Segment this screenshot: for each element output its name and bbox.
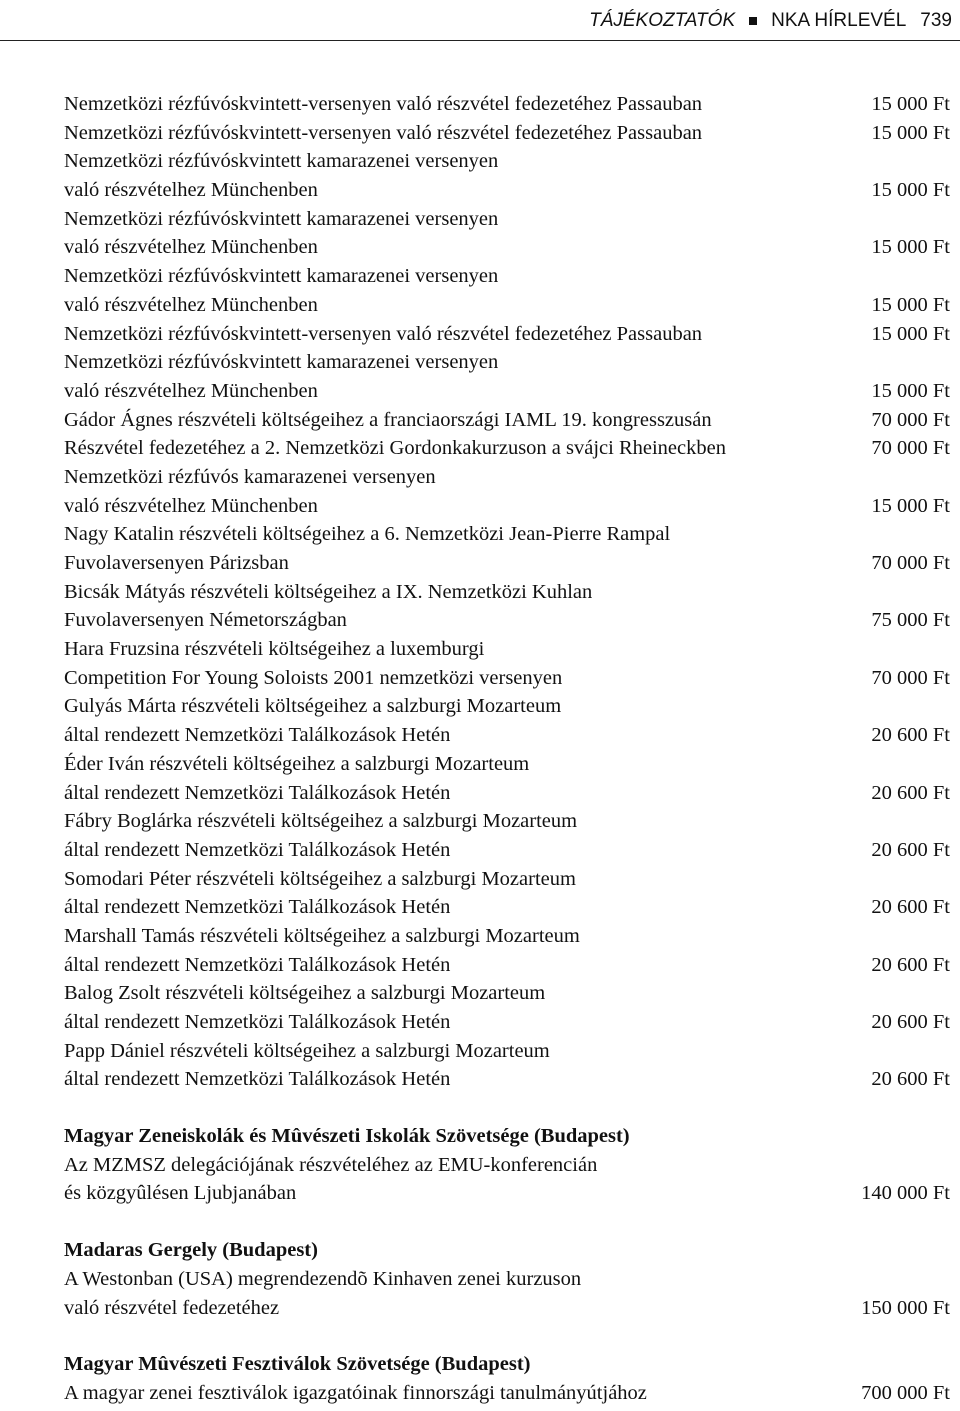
entry-line xyxy=(64,320,950,349)
grant-entry xyxy=(64,807,950,864)
entry-amount: 20 600 Ft xyxy=(871,953,950,976)
entry-line xyxy=(64,520,950,549)
grant-entry xyxy=(64,635,950,692)
entry-line xyxy=(64,1265,950,1294)
grant-entry xyxy=(64,1151,950,1208)
entry-amount: 20 600 Ft xyxy=(871,896,950,919)
entry-text: való részvételhez Münchenben xyxy=(64,494,318,517)
entry-text: való részvételhez Münchenben xyxy=(64,179,318,202)
entry-text: Balog Zsolt részvételi költségeihez a salzburgi Mozarteum xyxy=(64,982,546,1005)
entry-line xyxy=(64,721,950,750)
entry-amount: 15 000 Ft xyxy=(871,236,950,259)
entry-amount: 700 000 Ft xyxy=(861,1381,950,1404)
entry-line xyxy=(64,893,950,922)
grant-entry xyxy=(64,692,950,749)
entry-line xyxy=(64,291,950,320)
entry-text: Éder Iván részvételi költségeihez a salzburgi Mozarteum xyxy=(64,752,530,775)
entry-text: Fábry Boglárka részvételi költségeihez a salzburgi Mozarteum xyxy=(64,810,578,833)
entry-line xyxy=(64,233,950,262)
entry-line xyxy=(64,1294,950,1323)
grant-entry xyxy=(64,406,950,435)
entry-line xyxy=(64,606,950,635)
entry-text: való részvételhez Münchenben xyxy=(64,236,318,259)
entry-amount: 70 000 Ft xyxy=(871,437,950,460)
grant-entry xyxy=(64,90,950,119)
grant-entry xyxy=(64,262,950,319)
entry-amount: 75 000 Ft xyxy=(871,609,950,632)
entry-text: Bicsák Mátyás részvételi költségeihez a IX. Nemzetközi Kuhlan xyxy=(64,580,593,603)
section-gap xyxy=(64,1322,950,1350)
entry-amount: 70 000 Ft xyxy=(871,552,950,574)
entry-line xyxy=(64,1037,950,1066)
header-rule xyxy=(0,40,960,41)
entry-amount: 70 000 Ft xyxy=(871,666,950,689)
entry-line xyxy=(64,951,950,980)
organization-name: Magyar Zeneiskolák és Mûvészeti Iskolák Szövetsége (Budapest) xyxy=(64,1125,630,1148)
grant-entry xyxy=(64,520,950,577)
entry-text: A Westonban (USA) megrendezendõ Kinhaven zenei kurzuson xyxy=(64,1267,582,1290)
grant-entry xyxy=(64,1379,950,1408)
entry-line xyxy=(64,750,950,779)
entry-line xyxy=(64,578,950,607)
grant-entry xyxy=(64,119,950,148)
entry-text: Somodari Péter részvételi költségeihez a salzburgi Mozarteum xyxy=(64,867,576,890)
entry-line xyxy=(64,262,950,291)
entry-amount: 15 000 Ft xyxy=(871,179,950,202)
entry-amount: 70 000 Ft xyxy=(871,408,950,431)
grant-entry xyxy=(64,1037,950,1094)
entry-line xyxy=(64,779,950,808)
entry-amount: 20 600 Ft xyxy=(871,1011,950,1033)
entry-line xyxy=(64,147,950,176)
entry-text: Nemzetközi rézfúvóskvintett-versenyen való részvétel fedezetéhez Passauban xyxy=(64,322,703,345)
page-number: 739 xyxy=(920,10,952,31)
entry-text: által rendezett Nemzetközi Találkozások Hetén xyxy=(64,1068,451,1091)
organization-name: Magyar Mûvészeti Fesztiválok Szövetsége (Budapest) xyxy=(64,1353,531,1376)
entry-line xyxy=(64,176,950,205)
entry-amount: 15 000 Ft xyxy=(871,379,950,402)
entry-text: által rendezett Nemzetközi Találkozások Hetén xyxy=(64,781,451,804)
entry-line xyxy=(64,434,950,463)
entry-line xyxy=(64,865,950,894)
entry-amount: 140 000 Ft xyxy=(861,1182,950,1205)
entry-line xyxy=(64,406,950,435)
entry-line xyxy=(64,119,950,148)
entry-text: Az MZMSZ delegációjának részvételéhez az EMU-konferencián xyxy=(64,1153,598,1176)
section-title: TÁJÉKOZTATÓK xyxy=(589,10,736,31)
entry-text: Nemzetközi rézfúvóskvintett-versenyen való részvétel fedezetéhez Passauban xyxy=(64,93,703,115)
entry-text: való részvételhez Münchenben xyxy=(64,379,318,402)
entry-amount: 15 000 Ft xyxy=(871,293,950,316)
entry-text: Nemzetközi rézfúvóskvintett kamarazenei versenyen xyxy=(64,265,499,288)
entry-line xyxy=(64,549,950,578)
grant-entry xyxy=(64,348,950,405)
entry-line xyxy=(64,1179,950,1208)
entry-text: Nemzetközi rézfúvóskvintett kamarazenei versenyen xyxy=(64,150,499,173)
entry-line xyxy=(64,205,950,234)
grant-entry xyxy=(64,750,950,807)
grant-list xyxy=(64,90,950,1408)
grant-entry xyxy=(64,979,950,1036)
entry-text: által rendezett Nemzetközi Találkozások Hetén xyxy=(64,724,451,747)
grant-entry xyxy=(64,205,950,262)
entry-line xyxy=(64,492,950,521)
entry-line xyxy=(64,1151,950,1180)
entry-text: Fuvolaversenyen Párizsban xyxy=(64,552,289,574)
organization-name: Madaras Gergely (Budapest) xyxy=(64,1239,318,1262)
entry-amount: 20 600 Ft xyxy=(871,838,950,861)
separator-square-icon xyxy=(749,17,757,25)
entry-line xyxy=(64,377,950,406)
entry-amount: 150 000 Ft xyxy=(861,1296,950,1319)
entry-amount: 20 600 Ft xyxy=(871,781,950,804)
entry-line xyxy=(64,348,950,377)
entry-text: által rendezett Nemzetközi Találkozások Hetén xyxy=(64,1011,451,1033)
entry-text: Nemzetközi rézfúvóskvintett-versenyen való részvétel fedezetéhez Passauban xyxy=(64,121,703,144)
entry-line xyxy=(64,692,950,721)
organization-section xyxy=(64,1122,950,1208)
entry-amount: 15 000 Ft xyxy=(871,121,950,144)
grant-entry xyxy=(64,463,950,520)
grant-entry xyxy=(64,147,950,204)
entry-text: és közgyûlésen Ljubjanában xyxy=(64,1182,297,1205)
entry-text: Gádor Ágnes részvételi költségeihez a franciaországi IAML 19. kongresszusán xyxy=(64,408,712,431)
entry-text: való részvételhez Münchenben xyxy=(64,293,318,316)
entry-line xyxy=(64,635,950,664)
entry-amount: 20 600 Ft xyxy=(871,724,950,747)
entry-line xyxy=(64,1065,950,1094)
grant-entry xyxy=(64,922,950,979)
entry-text: által rendezett Nemzetközi Találkozások Hetén xyxy=(64,953,451,976)
grant-entry xyxy=(64,865,950,922)
entry-text: Competition For Young Soloists 2001 nemzetközi versenyen xyxy=(64,666,563,689)
entry-line xyxy=(64,807,950,836)
newsletter-title: NKA HÍRLEVÉL xyxy=(771,10,907,31)
entry-line xyxy=(64,463,950,492)
entry-text: Papp Dániel részvételi költségeihez a salzburgi Mozarteum xyxy=(64,1039,550,1062)
entry-text: való részvétel fedezetéhez xyxy=(64,1296,280,1319)
grant-entry xyxy=(64,578,950,635)
entry-line xyxy=(64,1008,950,1037)
grant-entry xyxy=(64,434,950,463)
grant-entry xyxy=(64,320,950,349)
entry-amount: 15 000 Ft xyxy=(871,93,950,115)
page-header xyxy=(589,4,952,38)
entry-text: Nemzetközi rézfúvóskvintett kamarazenei versenyen xyxy=(64,351,499,374)
entry-amount: 15 000 Ft xyxy=(871,494,950,517)
entry-text: Nagy Katalin részvételi költségeihez a 6. Nemzetközi Jean-Pierre Rampal xyxy=(64,523,671,546)
organization-section xyxy=(64,1236,950,1322)
entry-line xyxy=(64,979,950,1008)
entry-text: Fuvolaversenyen Németországban xyxy=(64,609,347,632)
entry-text: A magyar zenei fesztiválok igazgatóinak finnországi tanulmányútjához xyxy=(64,1381,647,1404)
section-gap xyxy=(64,1094,950,1122)
entry-text: Nemzetközi rézfúvóskvintett kamarazenei versenyen xyxy=(64,207,499,230)
entry-text: Nemzetközi rézfúvós kamarazenei versenyen xyxy=(64,465,436,488)
entry-text: Gulyás Márta részvételi költségeihez a salzburgi Mozarteum xyxy=(64,695,562,718)
entry-amount: 15 000 Ft xyxy=(871,322,950,345)
entry-line xyxy=(64,922,950,951)
organization-section xyxy=(64,1350,950,1407)
section-gap xyxy=(64,1208,950,1236)
entry-text: által rendezett Nemzetközi Találkozások Hetén xyxy=(64,896,451,919)
entry-amount: 20 600 Ft xyxy=(871,1068,950,1091)
entry-text: Részvétel fedezetéhez a 2. Nemzetközi Gordonkakurzuson a svájci Rheineckben xyxy=(64,437,726,460)
grant-entry xyxy=(64,1265,950,1322)
entry-text: Hara Fruzsina részvételi költségeihez a luxemburgi xyxy=(64,638,485,661)
entry-line xyxy=(64,664,950,693)
entry-text: által rendezett Nemzetközi Találkozások Hetén xyxy=(64,838,451,861)
entry-line xyxy=(64,1379,950,1408)
entry-text: Marshall Tamás részvételi költségeihez a salzburgi Mozarteum xyxy=(64,924,580,947)
entry-line xyxy=(64,836,950,865)
entry-line xyxy=(64,90,950,119)
